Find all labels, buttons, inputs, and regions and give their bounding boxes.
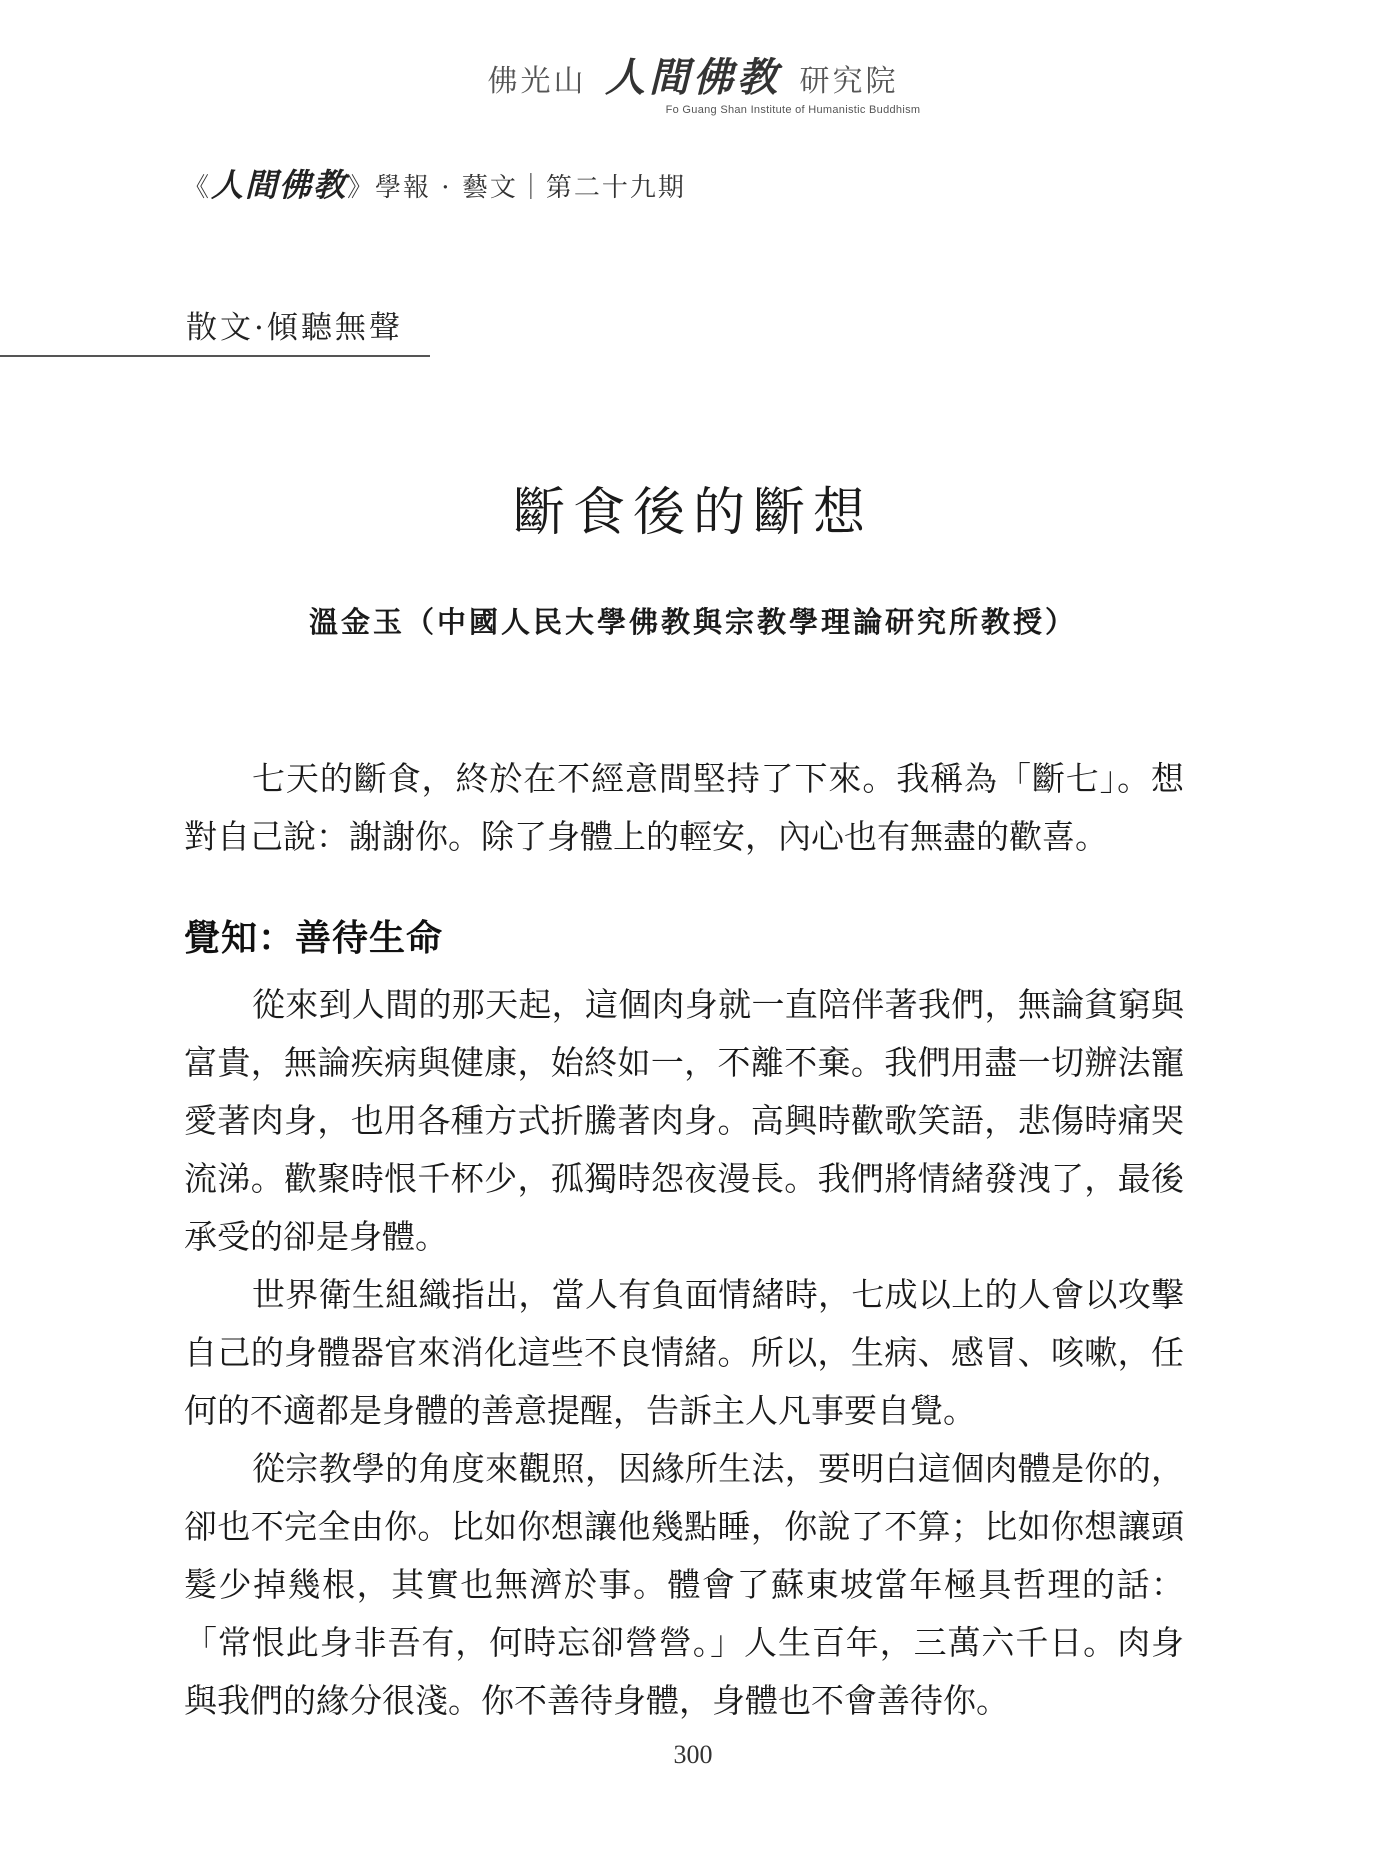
masthead-title <box>0 54 1386 102</box>
article-title: 斷食後的斷想 <box>512 483 873 543</box>
article-author: 溫金玉（中國人民大學佛教與宗教學理論研究所教授） <box>308 605 1077 639</box>
journal-issue: 學報 · 藝文｜第二十九期 <box>375 173 686 203</box>
page-number: 300 <box>673 1740 713 1769</box>
journal-brand: 人間佛教 <box>211 166 348 204</box>
body-paragraph: 從宗教學的角度來觀照，因緣所生法，要明白這個肉體是你的，卻也不完全由你。比如你想讓他幾點睡，你說了不算；比如你想讓頭髮少掉幾根，其實也無濟於事。體會了蘇東坡當年極具哲理的話：「常恨此身非吾有，何時忘卻營營。」人生百年，三萬六千日。肉身與我們的緣分很淺。你不善待身體，身體也不會善待你。 <box>184 1449 1184 1720</box>
masthead-brand-logo: 人間佛教 <box>605 54 781 101</box>
journal-close-quote: 》 <box>347 173 376 203</box>
masthead-prefix: 佛光山 <box>487 64 587 99</box>
section-tag: 散文·傾聽無聲 <box>186 310 403 346</box>
body-paragraph: 從來到人間的那天起，這個肉身就一直陪伴著我們，無論貧窮與富貴，無論疾病與健康，始終如一，不離不棄。我們用盡一切辦法寵愛著肉身，也用各種方式折騰著肉身。高興時歡歌笑語，悲傷時痛哭流涕。歡聚時恨千杯少，孤獨時怨夜漫長。我們將情緒發洩了，最後承受的卻是身體。 <box>184 985 1184 1256</box>
masthead-english: Fo Guang Shan Institute of Humanistic Buddhism <box>665 104 921 116</box>
intro-section <box>184 750 1184 866</box>
masthead <box>0 54 1386 116</box>
journal-open-quote: 《 <box>183 173 212 203</box>
intro-paragraph: 七天的斷食，終於在不經意間堅持了下來。我稱為「斷七」。想對自己說：謝謝你。除了身體上的輕安，內心也有無盡的歡喜。 <box>184 759 1184 856</box>
subsection-heading: 覺知：善待生命 <box>184 917 444 959</box>
masthead-suffix: 研究院 <box>799 64 899 99</box>
section-divider <box>0 355 430 357</box>
body-paragraph: 世界衛生組織指出，當人有負面情緒時，七成以上的人會以攻擊自己的身體器官來消化這些不良情緒。所以，生病、感冒、咳嗽，任何的不適都是身體的善意提醒，告訴主人凡事要自覺。 <box>184 1275 1184 1430</box>
body-section <box>184 976 1184 1730</box>
journal-header <box>183 160 686 206</box>
